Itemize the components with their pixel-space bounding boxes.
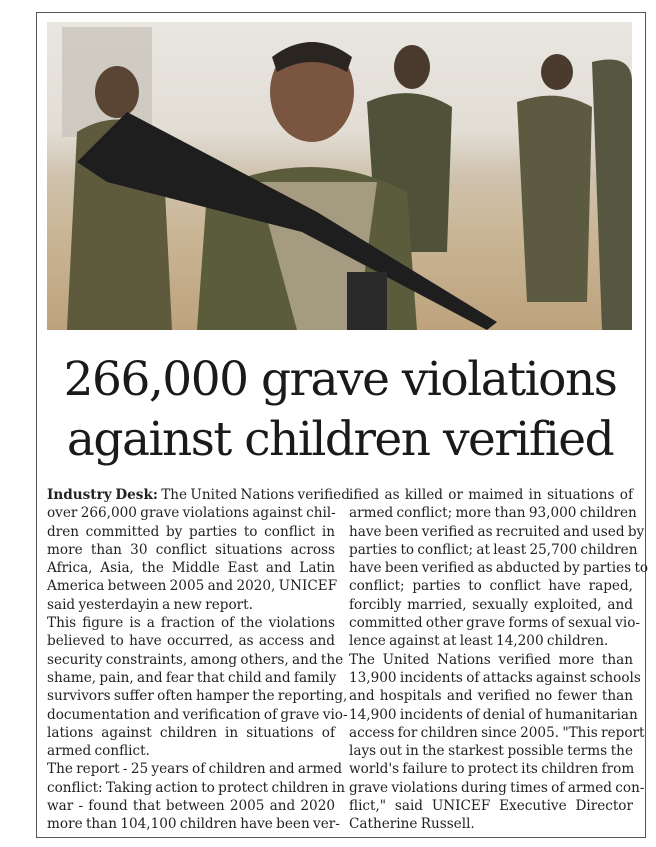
article-line: America between 2005 and 2020, UNICEF	[47, 578, 338, 595]
article-line: and hospitals and verified no fewer than	[349, 688, 633, 705]
article-line: have been verified as recruited and used by	[349, 523, 645, 540]
article-line: 14,900 incidents of denial of humanitarian	[349, 706, 638, 723]
article-line: lations against children in situations of	[47, 724, 335, 741]
article-line: more than 104,100 children have been ver-	[47, 816, 340, 833]
article-line: believed to have occurred, as access and	[47, 633, 335, 650]
article-line: lence against at least 14,200 children.	[349, 633, 609, 650]
article-line: over 266,000 grave violations against chil-	[47, 505, 336, 522]
article-line: flict," said UNICEF Executive Director	[349, 798, 633, 815]
article-line: security constraints, among others, and the	[47, 651, 344, 668]
article-line: have been verified as abducted by parties to	[349, 560, 649, 577]
article-line: grave violations during times of armed con-	[349, 779, 645, 796]
article-line: armed conflict.	[47, 743, 150, 760]
article-line: lays out in the starkest possible terms the	[349, 743, 633, 760]
photo-child-soldier-icon	[47, 22, 632, 330]
article-line: The report - 25 years of children and armed	[47, 761, 343, 778]
article-line: Africa, Asia, the Middle East and Latin	[47, 560, 335, 577]
article-line: said yesterdayin a new report.	[47, 596, 253, 613]
article-text: The United Nations verified	[157, 487, 350, 503]
article-line: committed other grave forms of sexual vio-	[349, 615, 640, 632]
article-column-left	[47, 486, 350, 834]
article-line: The United Nations verified more than	[349, 651, 633, 668]
article-line: conflict; parties to conflict have raped,	[349, 578, 633, 595]
article-line: conflict: Taking action to protect children in	[47, 779, 345, 796]
article-line: This figure is a fraction of the violations	[47, 615, 335, 632]
article-line: survivors suffer often hamper the reporting,	[47, 688, 348, 705]
article-line: Catherine Russell.	[349, 816, 475, 833]
article-line: 13,900 incidents of attacks against schools	[349, 669, 641, 686]
article-line	[47, 486, 350, 504]
article-line: more than 30 conflict situations across	[47, 541, 335, 558]
byline: Industry Desk:	[47, 487, 158, 503]
article-line: war - found that between 2005 and 2020	[47, 798, 335, 815]
article-line: ified as killed or maimed in situations of	[349, 487, 633, 503]
headline-line-1: 266,000 grave violations	[63, 352, 617, 407]
article-line: world's failure to protect its children from	[349, 761, 635, 778]
headline-line-2: against children verified	[66, 412, 614, 467]
article-line: parties to conflict; at least 25,700 children	[349, 541, 638, 558]
article-line: shame, pain, and fear that child and family	[47, 669, 337, 686]
article-column-right	[349, 486, 649, 834]
article-line: dren committed by parties to conflict in	[47, 523, 335, 540]
article-line: documentation and verification of grave vio-	[47, 706, 348, 723]
article-line: forcibly married, sexually exploited, and	[349, 596, 633, 613]
article-photo	[47, 22, 632, 330]
article-line: access for children since 2005. "This report	[349, 724, 645, 741]
article-line: armed conflict; more than 93,000 children	[349, 505, 637, 522]
